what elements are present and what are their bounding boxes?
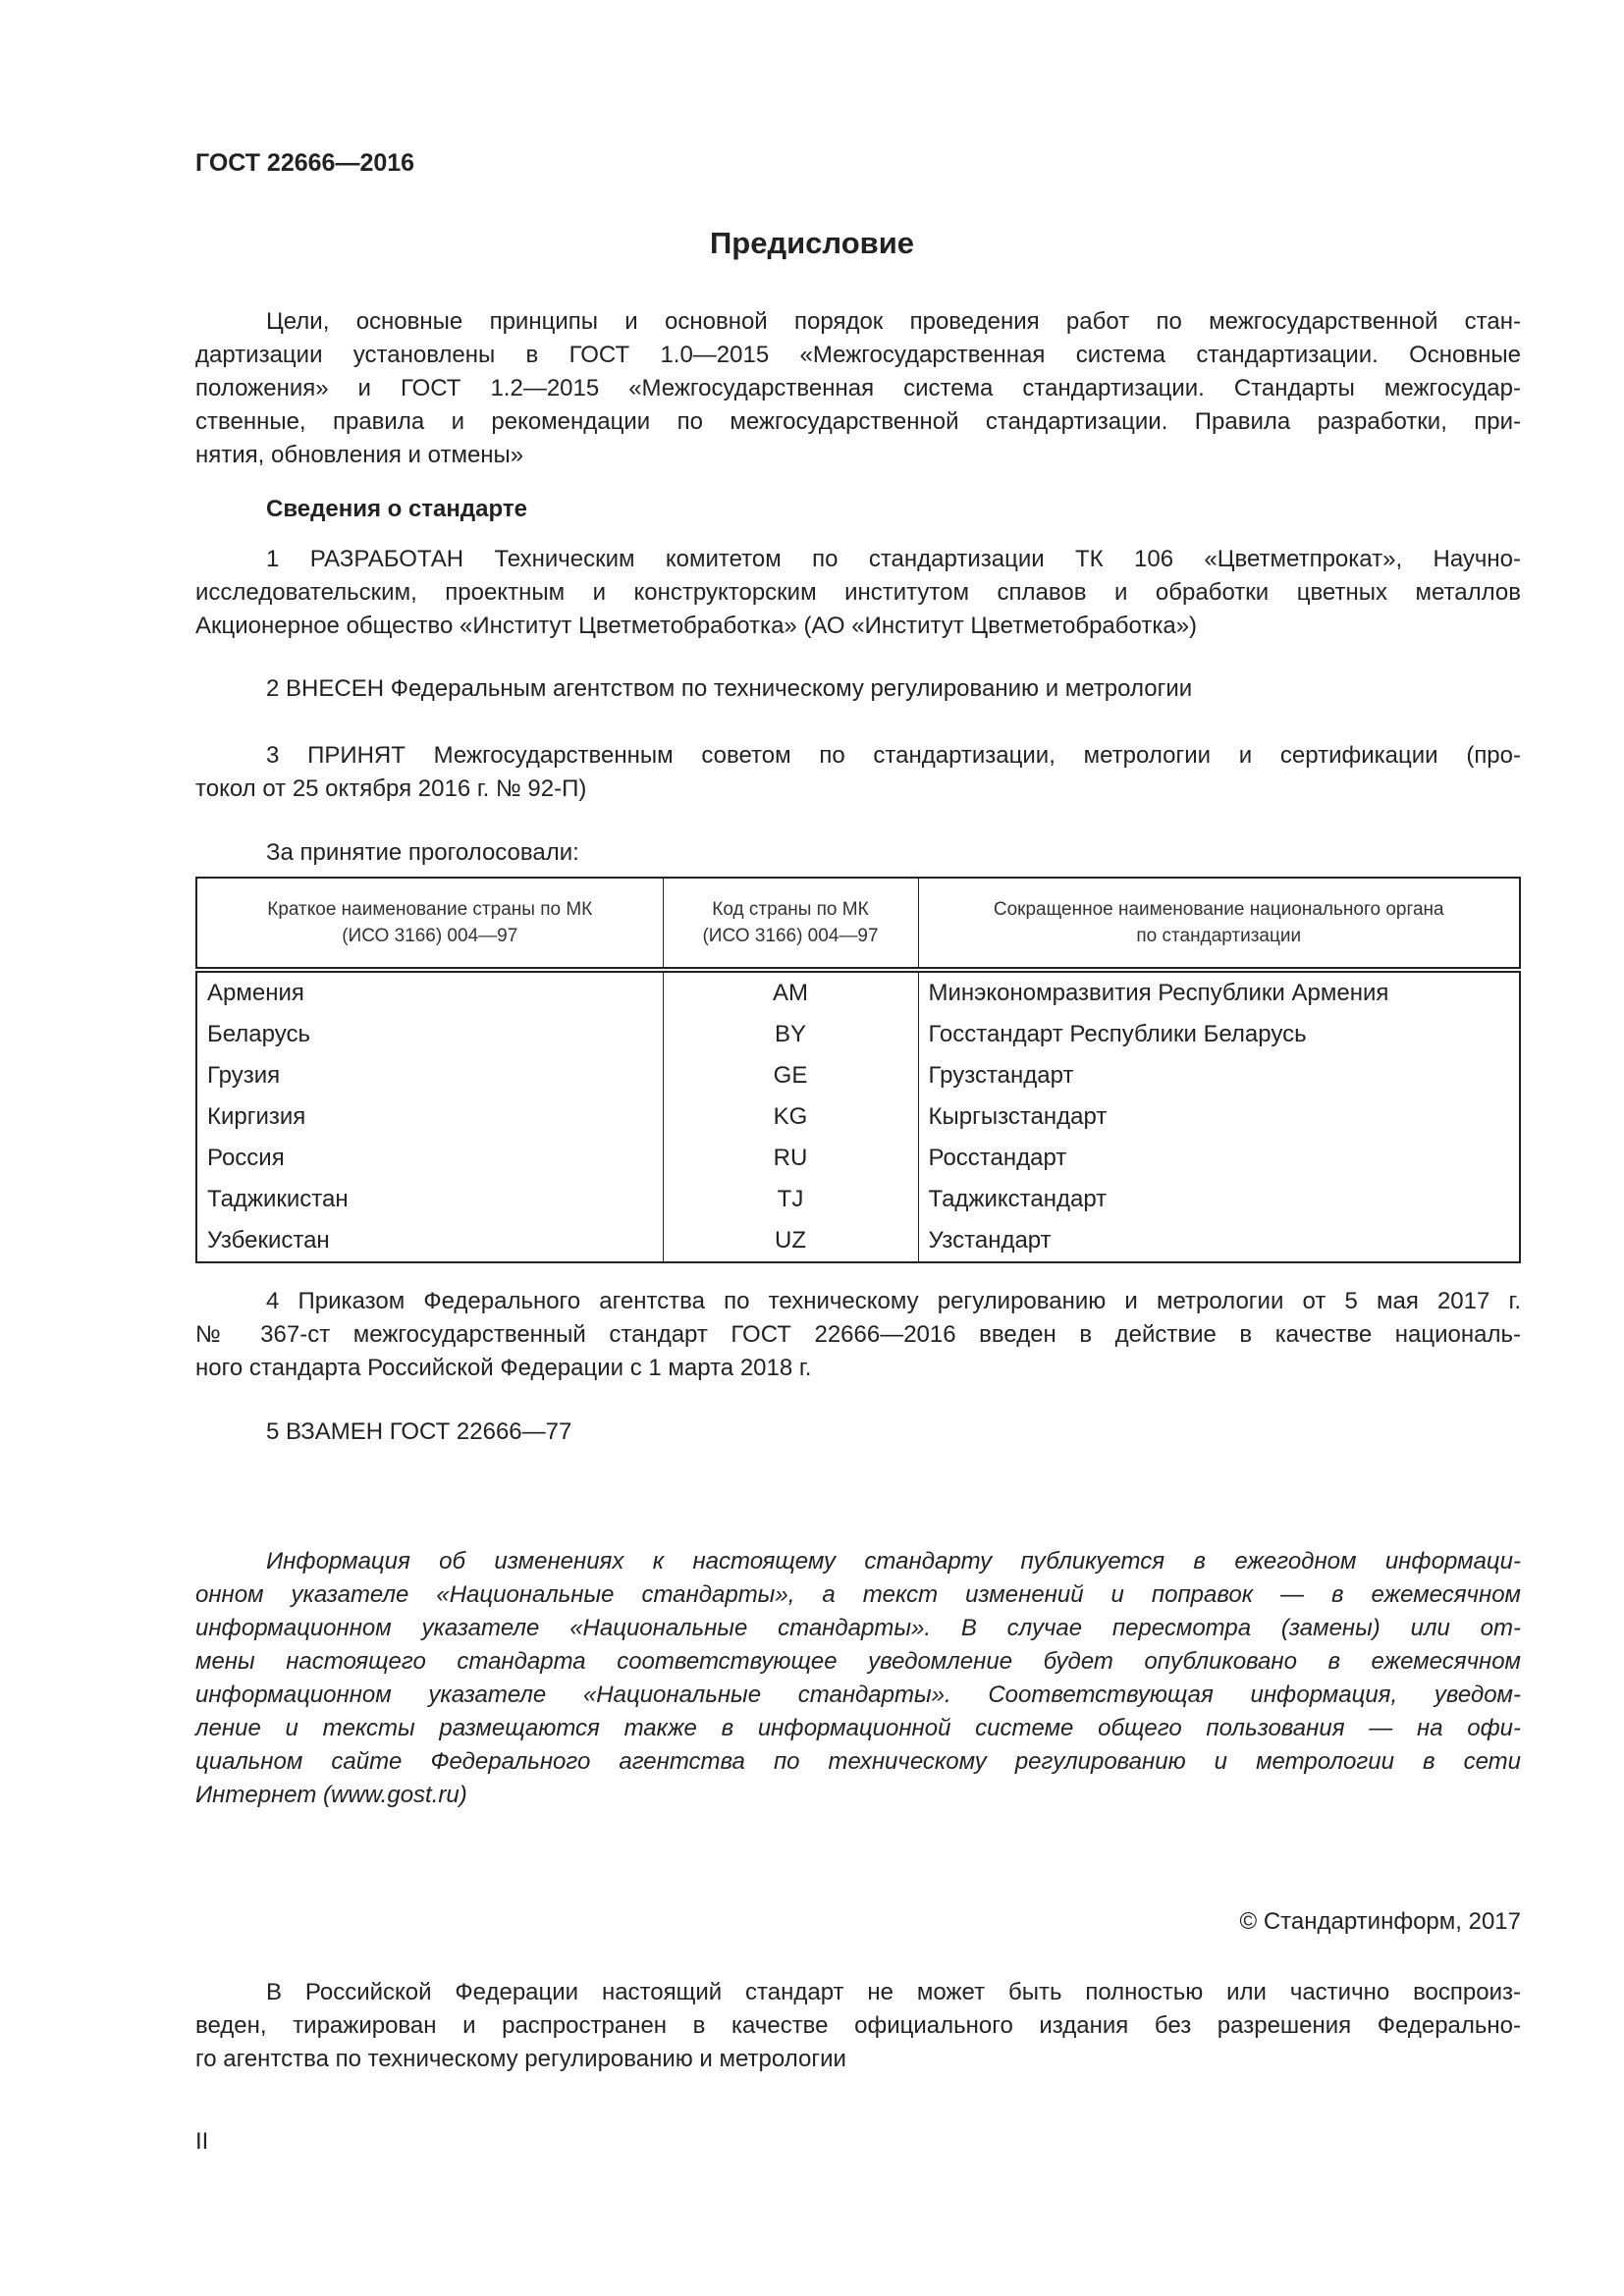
country-name: Россия	[196, 1138, 663, 1179]
column-header	[196, 878, 663, 970]
country-code: AM	[663, 970, 918, 1014]
header-line: Код страны по МК	[712, 899, 869, 920]
standards-body: Госстандарт Республики Беларусь	[918, 1014, 1520, 1055]
item-order	[195, 1285, 1521, 1385]
text-line: нятия, обновления и отмены»	[195, 442, 524, 468]
text-line: 5 ВЗАМЕН ГОСТ 22666—77	[266, 1418, 572, 1445]
table-row	[196, 1096, 1520, 1138]
document-code: ГОСТ 22666—2016	[195, 149, 415, 177]
text-line: информационном указателе «Национальные стандарты». Соответствующая информация, уведом-	[195, 1682, 1521, 1708]
standards-body: Росстандарт	[918, 1138, 1520, 1179]
info-heading: Сведения о стандарте	[266, 496, 527, 522]
header-line: (ИСО 3166) 004—97	[702, 926, 879, 946]
text-line: го агентства по техническому регулированию и метрологии	[195, 2046, 846, 2072]
text-line: мены настоящего стандарта соответствующее уведомление будет опубликовано в ежемесячном	[195, 1648, 1521, 1675]
text-line: Информация об изменениях к настоящему стандарту публикуется в ежегодном информаци-	[266, 1548, 1521, 1575]
text-line: 1 РАЗРАБОТАН Техническим комитетом по стандартизации ТК 106 «Цветметпрокат», Научно-	[266, 546, 1521, 572]
country-name: Узбекистан	[196, 1220, 663, 1262]
standards-body: Минэкономразвития Республики Армения	[918, 970, 1520, 1014]
table-header-row	[196, 878, 1520, 970]
country-name: Киргизия	[196, 1096, 663, 1138]
text-line: 4 Приказом Федерального агентства по техническому регулированию и метрологии от 5 мая 2017 г.	[266, 1288, 1521, 1314]
text-line: ного стандарта Российской Федерации с 1 марта 2018 г.	[195, 1355, 812, 1381]
header-line: Сокращенное наименование национального органа	[993, 899, 1444, 920]
item-developed	[195, 543, 1521, 643]
text-line: Цели, основные принципы и основной порядок проведения работ по межгосударственной стан-	[266, 308, 1521, 335]
header-line: Краткое наименование страны по МК	[267, 899, 593, 920]
country-name: Таджикистан	[196, 1179, 663, 1220]
page-number: II	[195, 2128, 209, 2155]
table-row	[196, 1179, 1520, 1220]
item-submitted	[195, 672, 1521, 706]
voting-table	[195, 877, 1521, 1263]
column-header	[663, 878, 918, 970]
text-line: ление и тексты размещаются также в информационной системе общего пользования — на офи-	[195, 1715, 1521, 1741]
final-paragraph	[195, 1976, 1521, 2076]
text-line: 3 ПРИНЯТ Межгосударственным советом по стандартизации, метрологии и сертификации (про-	[266, 742, 1521, 769]
text-line: информационном указателе «Национальные стандарты». В случае пересмотра (замены) или от-	[195, 1615, 1521, 1641]
country-name: Армения	[196, 970, 663, 1014]
text-line: Акционерное общество «Институт Цветметобработка» (АО «Институт Цветметобработка»)	[195, 613, 1198, 639]
header-line: (ИСО 3166) 004—97	[342, 926, 518, 946]
text-line: исследовательским, проектным и конструкторским институтом сплавов и обработки цветных металлов	[195, 579, 1521, 606]
country-code: BY	[663, 1014, 918, 1055]
header-line: по стандартизации	[1136, 926, 1302, 946]
country-code: RU	[663, 1138, 918, 1179]
standards-body: Кыргызстандарт	[918, 1096, 1520, 1138]
country-name: Беларусь	[196, 1014, 663, 1055]
text-line: 2 ВНЕСЕН Федеральным агентством по техническому регулированию и метрологии	[266, 675, 1193, 702]
standards-body: Узстандарт	[918, 1220, 1520, 1262]
text-line: онном указателе «Национальные стандарты», а текст изменений и поправок — в ежемесячном	[195, 1581, 1521, 1608]
country-name: Грузия	[196, 1055, 663, 1096]
text-line: дартизации установлены в ГОСТ 1.0—2015 «Межгосударственная система стандартизации. Основные	[195, 342, 1521, 368]
standards-body: Таджикстандарт	[918, 1179, 1520, 1220]
text-line: ственные, правила и рекомендации по межгосударственной стандартизации. Правила разработки, при-	[195, 408, 1521, 435]
copyright: © Стандартинформ, 2017	[1239, 1908, 1521, 1935]
item-adopted	[195, 739, 1521, 806]
text-line: В Российской Федерации настоящий стандарт не может быть полностью или частично воспроиз-	[266, 1979, 1521, 2005]
standards-body: Грузстандарт	[918, 1055, 1520, 1096]
vote-label: За принятие проголосовали:	[266, 839, 579, 866]
item-replaces	[195, 1415, 1521, 1449]
table-row	[196, 970, 1520, 1014]
country-code: UZ	[663, 1220, 918, 1262]
text-line: веден, тиражирован и распространен в качестве официального издания без разрешения Федерально-	[195, 2012, 1521, 2039]
text-line: положения» и ГОСТ 1.2—2015 «Межгосударственная система стандартизации. Стандарты межгосудар-	[195, 375, 1521, 401]
intro-paragraph	[195, 305, 1521, 472]
column-header	[918, 878, 1520, 970]
country-code: TJ	[663, 1179, 918, 1220]
text-line: циальном сайте Федерального агентства по техническому регулированию и метрологии в сети	[195, 1748, 1521, 1775]
text-line: токол от 25 октября 2016 г. № 92-П)	[195, 775, 587, 802]
country-code: KG	[663, 1096, 918, 1138]
table-row	[196, 1220, 1520, 1262]
table-row	[196, 1014, 1520, 1055]
notice-paragraph	[195, 1545, 1521, 1812]
page-title: Предисловие	[709, 226, 914, 260]
text-line: № 367-ст межгосударственный стандарт ГОСТ 22666—2016 введен в действие в качестве националь-	[195, 1321, 1521, 1348]
table-row	[196, 1055, 1520, 1096]
country-code: GE	[663, 1055, 918, 1096]
table-row	[196, 1138, 1520, 1179]
text-line: Интернет (www.gost.ru)	[195, 1782, 467, 1808]
